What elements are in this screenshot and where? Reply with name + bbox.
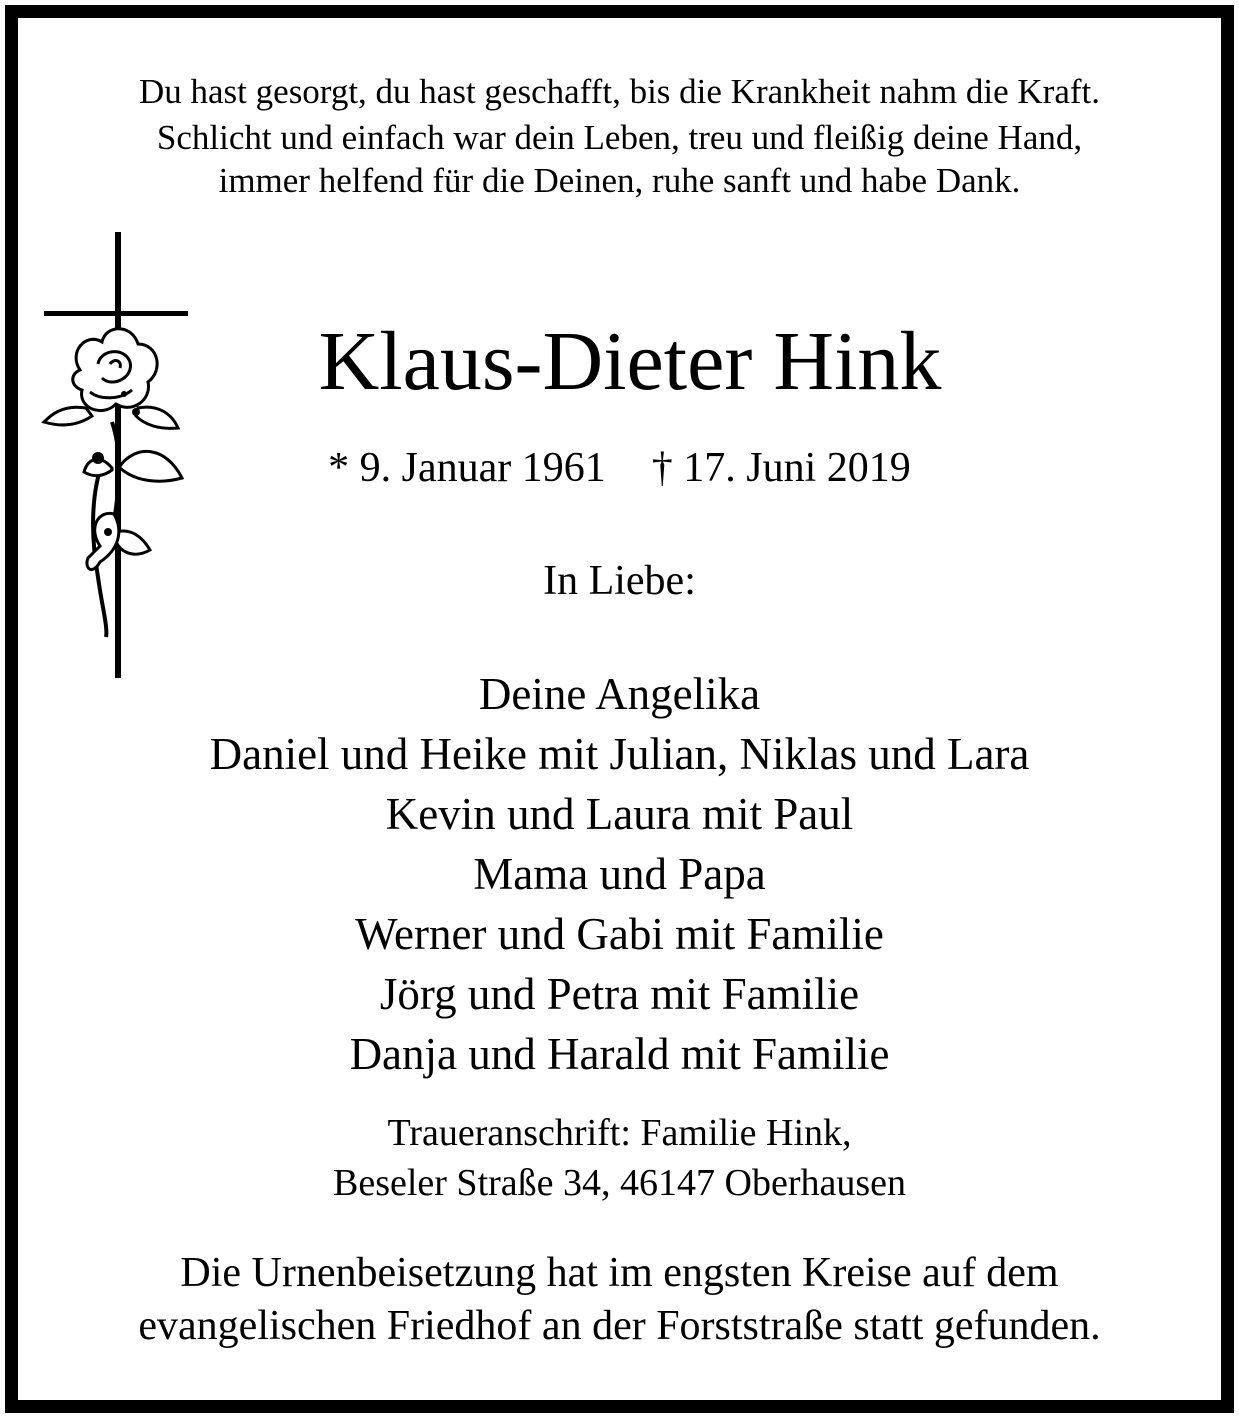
- mourner-line-5: Werner und Gabi mit Familie: [355, 909, 884, 959]
- mourner-line-4: Mama und Papa: [473, 849, 766, 899]
- death-date: † 17. Juni 2019: [651, 445, 911, 491]
- mourner-line-6: Jörg und Petra mit Familie: [379, 969, 860, 1019]
- poem-line-2: Schlicht und einfach war dein Leben, treu und fleißig deine Hand,: [156, 118, 1083, 157]
- burial-line-2: evangelischen Friedhof an der Forststraße statt gefunden.: [138, 1303, 1101, 1349]
- mourner-line-1: Deine Angelika: [478, 669, 761, 719]
- mourner-line-2: Daniel und Heike mit Julian, Niklas und Lara: [209, 729, 1030, 779]
- burial-line-1: Die Urnenbeisetzung hat im engsten Kreise auf dem: [180, 1250, 1059, 1296]
- poem-line-3: immer helfend für die Deinen, ruhe sanft und habe Dank.: [218, 161, 1021, 200]
- address-line-2: Beseler Straße 34, 46147 Oberhausen: [332, 1162, 906, 1204]
- mourner-line-3: Kevin und Laura mit Paul: [385, 789, 854, 839]
- poem-line-1: Du hast gesorgt, du hast geschafft, bis die Krankheit nahm die Kraft.: [139, 72, 1100, 111]
- deceased-name: Klaus-Dieter Hink: [318, 315, 942, 408]
- birth-date: * 9. Januar 1961: [328, 445, 606, 491]
- life-dates: [0, 443, 1239, 493]
- mourner-line-7: Danja und Harald mit Familie: [349, 1029, 890, 1079]
- address-line-1: Traueranschrift: Familie Hink,: [387, 1112, 852, 1154]
- in-love-heading: In Liebe:: [543, 558, 696, 604]
